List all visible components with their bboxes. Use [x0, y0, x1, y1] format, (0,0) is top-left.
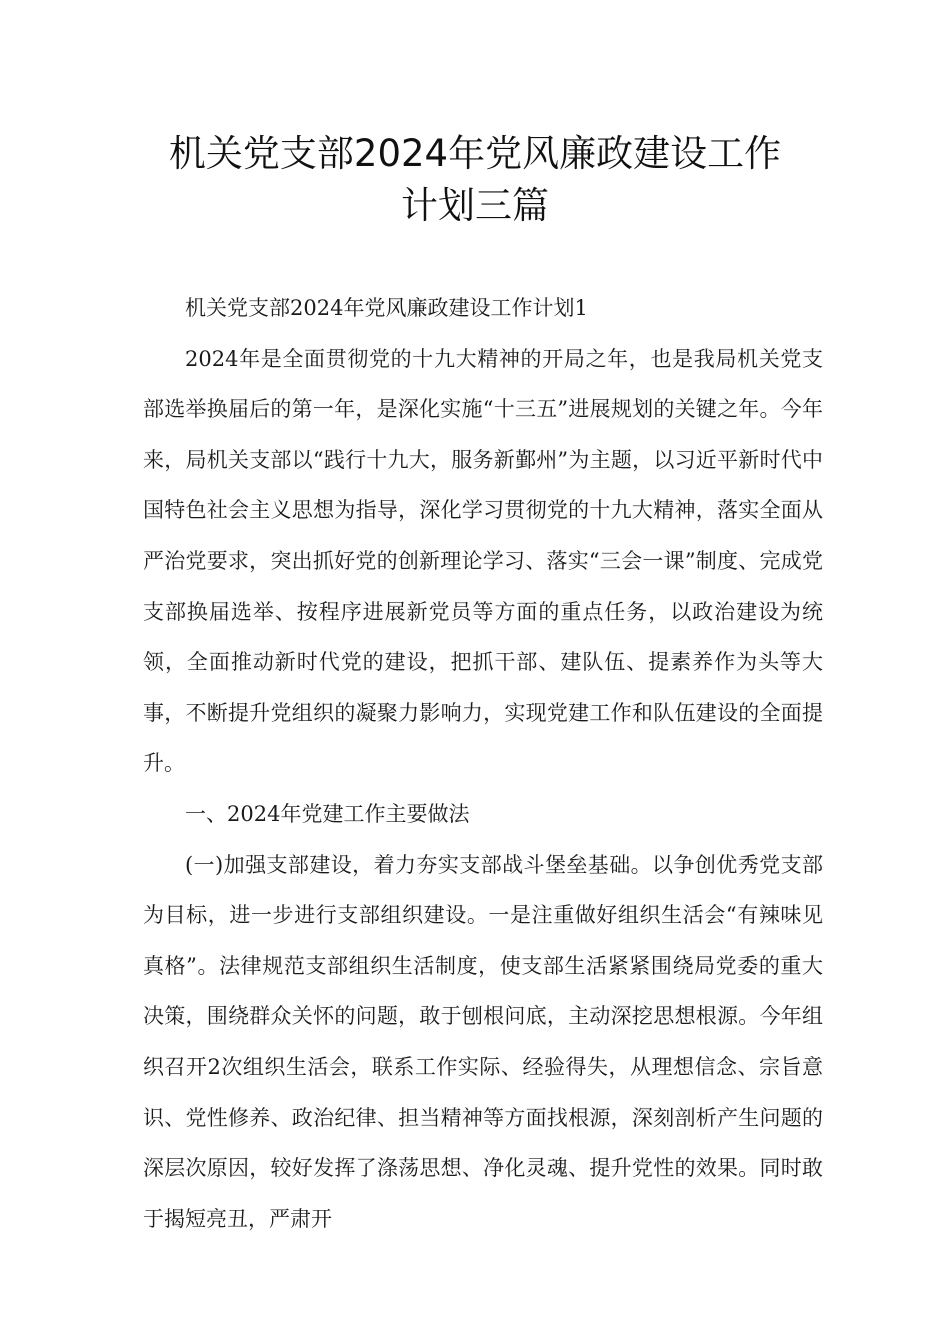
section-subtitle: 机关党支部2024年党风廉政建设工作计划1: [185, 296, 588, 320]
body-paragraph: (一)加强支部建设，着力夯实支部战斗堡垒基础。以争创优秀党支部为目标，进一步进行支部组织建设。一是注重做好组织生活会“有辣味见真格”。法律规范支部组织生活制度，使支部生活紧紧围绕局党委的重大决策，围绕群众关怀的问题，敢于刨根问底，主动深挖思想根源。今年组织召开2次组织生活会，联系工作实际、经验得失，从理想信念、宗旨意识、党性修养、政治纪律、担当精神等方面找根源，深刻剖析产生问题的深层次原因，较好发挥了涤荡思想、净化灵魂、提升党性的效果。同时敢于揭短亮丑，严肃开: [143, 852, 823, 1231]
title-line-1: 机关党支部2024年党风廉政建设工作: [168, 132, 782, 175]
intro-paragraph: 2024年是全面贯彻党的十九大精神的开局之年，也是我局机关党支部选举换届后的第一年，是深化实施“十三五”进展规划的关键之年。今年来，局机关支部以“践行十九大，服务新鄞州”为主题，以习近平新时代中国特色社会主义思想为指导，深化学习贯彻党的十九大精神，落实全面从严治党要求，突出抓好党的创新理论学习、落实“三会一课”制度、完成党支部换届选举、按程序进展新党员等方面的重点任务，以政治建设为统领，全面推动新时代党的建设，把抓干部、建队伍、提素养作为头等大事，不断提升党组织的凝聚力影响力，实现党建工作和队伍建设的全面提升。: [143, 346, 823, 776]
document-title: [120, 128, 830, 232]
document-body: [143, 283, 823, 1244]
section-heading: 一、2024年党建工作主要做法: [185, 801, 470, 826]
title-line-2: 计划三篇: [401, 184, 549, 227]
